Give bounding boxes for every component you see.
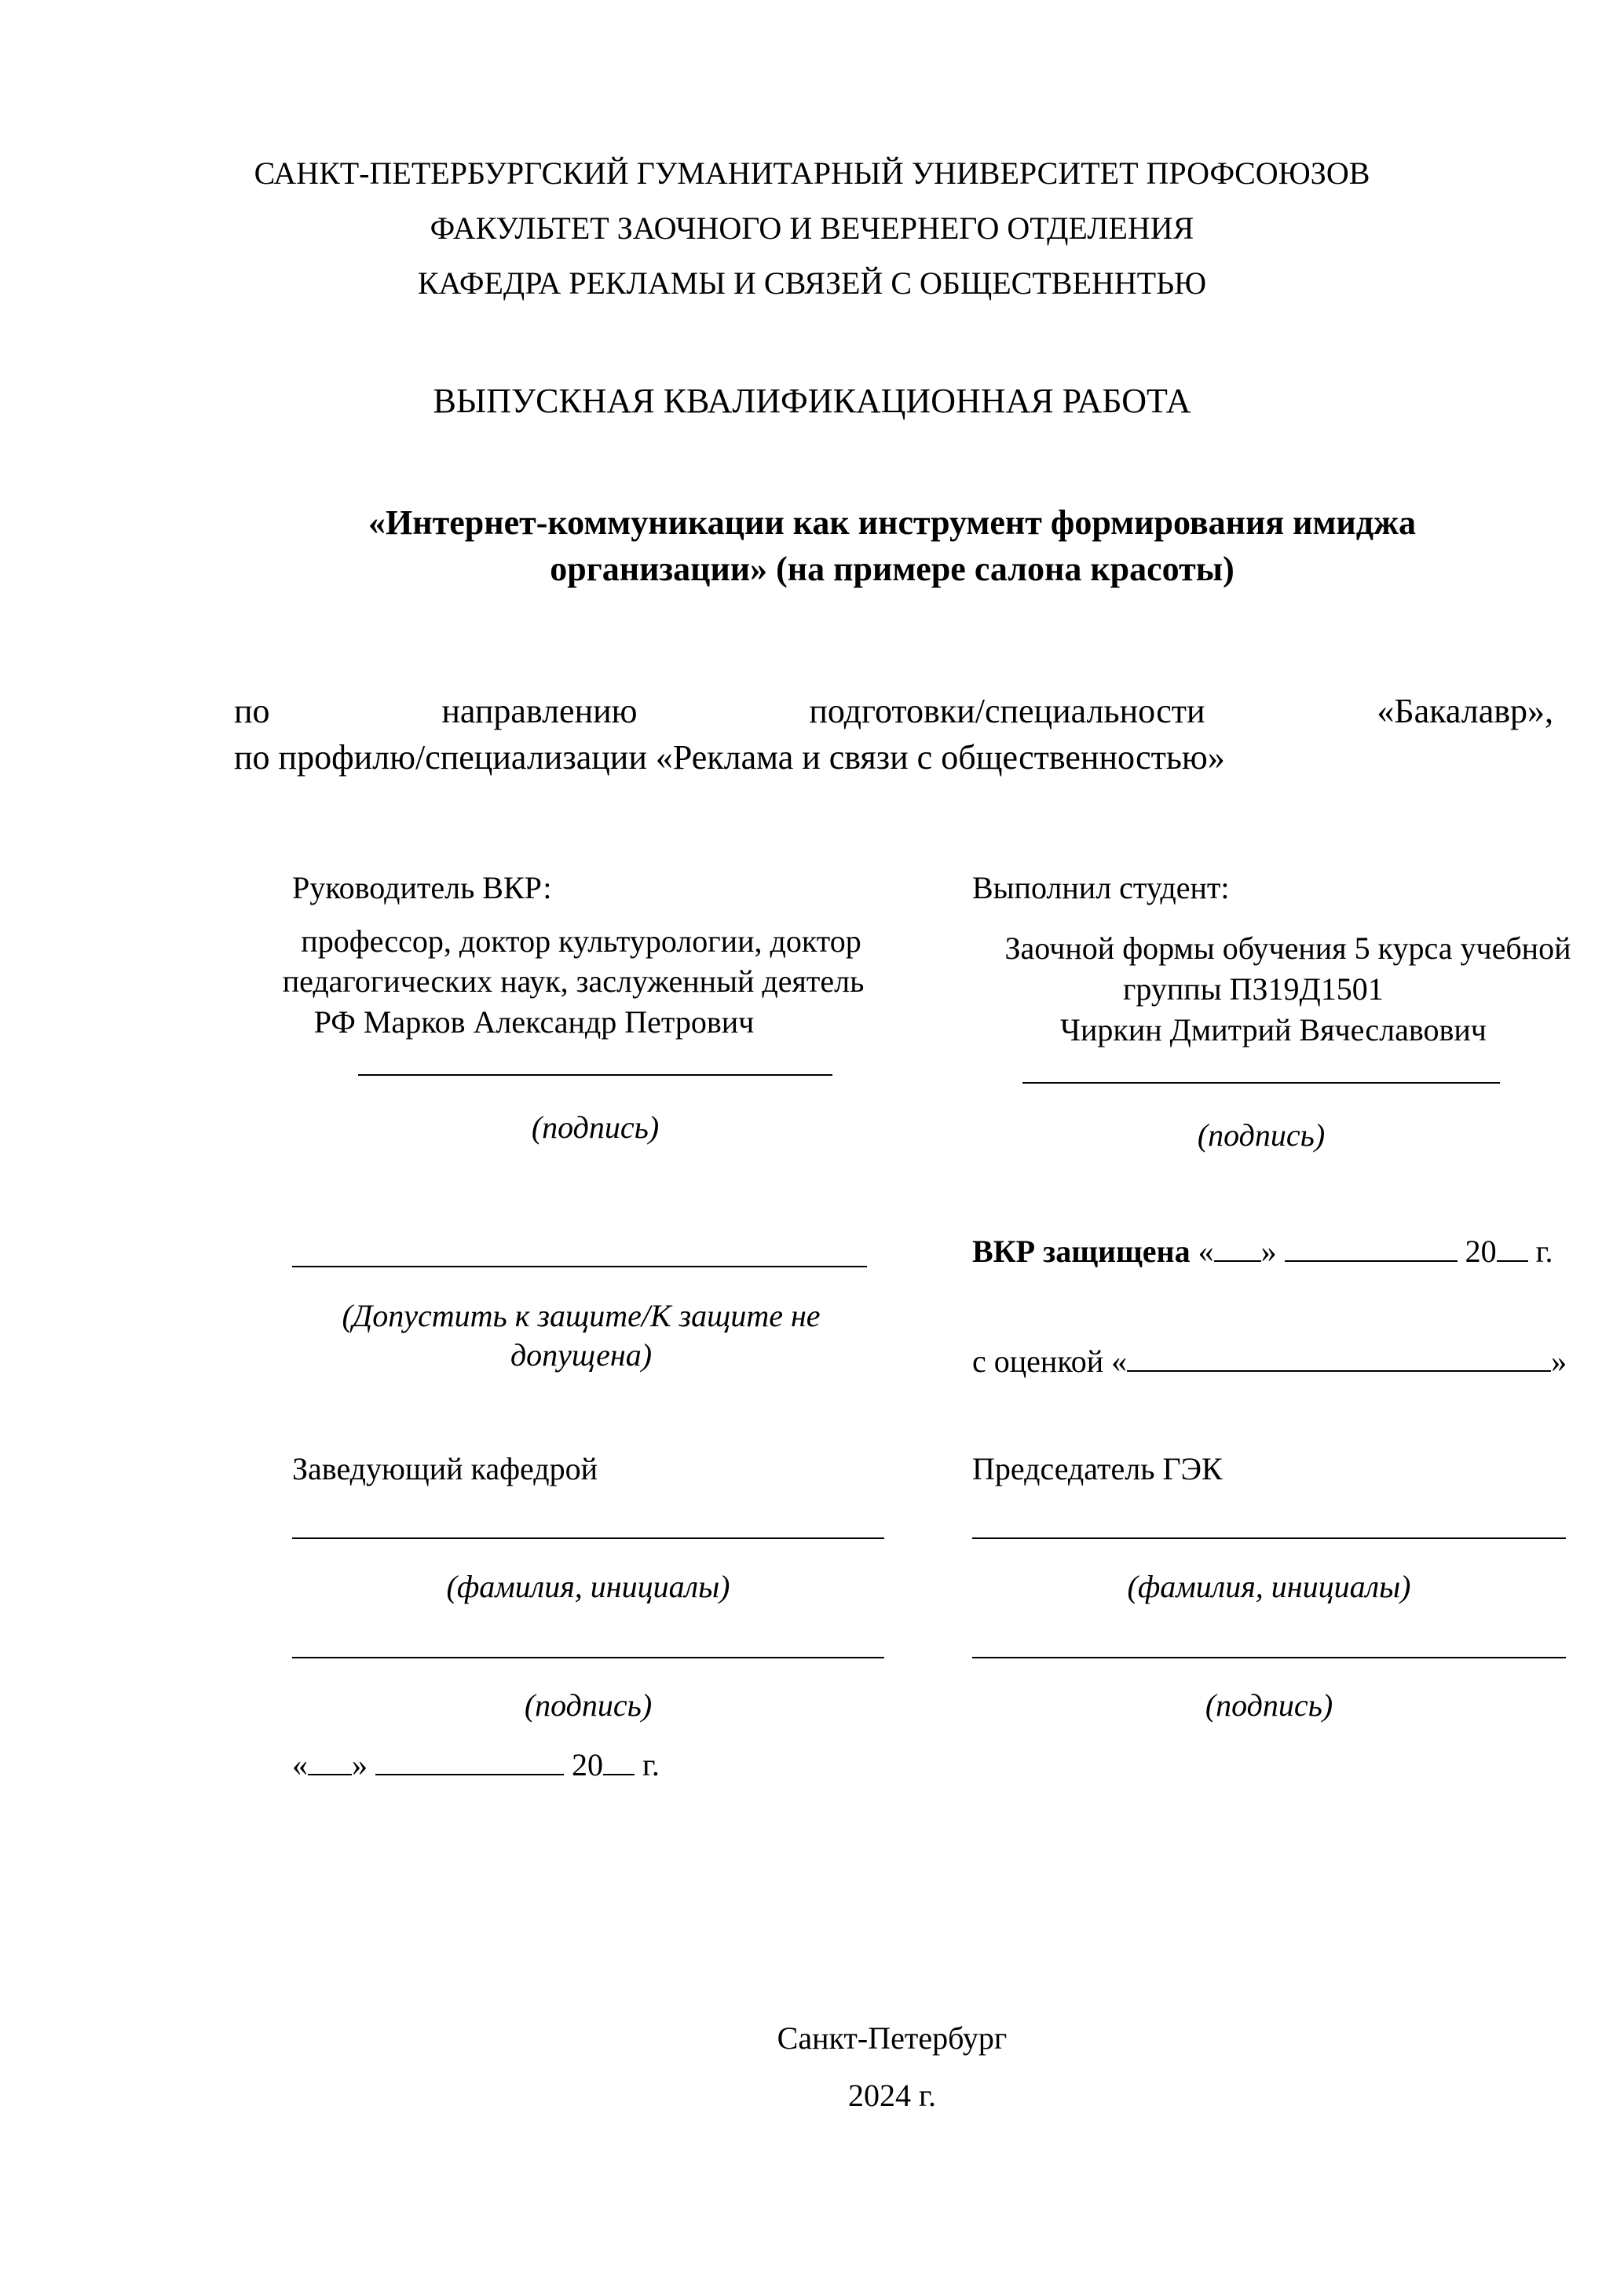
quote-open: « (292, 1747, 308, 1782)
thesis-title-line2: организации» (на примере салона красоты) (550, 550, 1234, 588)
year-suffix: г. (635, 1747, 660, 1782)
department-name: КАФЕДРА РЕКЛАМЫ И СВЯЗЕЙ С ОБЩЕСТВЕННТЬЮ (417, 265, 1207, 301)
grade-field[interactable] (1127, 1344, 1551, 1372)
gek-chair-label: Председатель ГЭК (972, 1451, 1223, 1486)
head-name-caption: (фамилия, инициалы) (446, 1569, 730, 1604)
head-name-line[interactable] (292, 1537, 884, 1539)
defense-month-field[interactable] (1285, 1234, 1458, 1262)
student-group: группы ПЗ19Д1501 (1123, 971, 1384, 1007)
defense-day-field[interactable] (1214, 1234, 1261, 1262)
direction-word: по (234, 692, 270, 730)
direction-word: направлению (441, 692, 638, 730)
student-signature-line[interactable] (1022, 1082, 1500, 1084)
direction-word: «Бакалавр», (1377, 692, 1553, 730)
year: 2024 г. (848, 2078, 936, 2113)
quote-open: « (1190, 1234, 1214, 1269)
head-date-year-field[interactable] (603, 1747, 635, 1775)
gek-signature-line[interactable] (972, 1657, 1566, 1658)
quote-close: » (1551, 1344, 1567, 1379)
head-date-day-field[interactable] (308, 1747, 352, 1775)
supervisor-name: РФ Марков Александр Петрович (313, 1004, 755, 1040)
grade-label: с оценкой « (972, 1344, 1128, 1379)
supervisor-title-line1: профессор, доктор культурологии, доктор (301, 923, 861, 959)
year-prefix: 20 (1457, 1234, 1497, 1269)
supervisor-title-line2: педагогических наук, заслуженный деятель (282, 963, 865, 999)
defense-year-field[interactable] (1497, 1234, 1528, 1262)
university-name: САНКТ-ПЕТЕРБУРГСКИЙ ГУМАНИТАРНЫЙ УНИВЕРСИТЕТ ПРОФСОЮЗОВ (254, 155, 1370, 191)
admission-caption-line1: (Допустить к защите/К защите не (342, 1298, 821, 1333)
thesis-title-line1: «Интернет-коммуникации как инструмент формирования имиджа (368, 503, 1416, 542)
student-info-line1: Заочной формы обучения 5 курса учебной (1004, 930, 1571, 966)
year-prefix: 20 (564, 1747, 603, 1782)
direction-line1 (234, 689, 1553, 733)
head-signature-caption: (подпись) (524, 1687, 653, 1723)
faculty-name: ФАКУЛЬТЕТ ЗАОЧНОГО И ВЕЧЕРНЕГО ОТДЕЛЕНИЯ (430, 210, 1194, 246)
supervisor-signature-caption: (подпись) (531, 1110, 660, 1145)
head-of-department-label: Заведующий кафедрой (292, 1451, 598, 1486)
grade-line (972, 1341, 1567, 1382)
gek-signature-caption: (подпись) (1205, 1687, 1333, 1723)
head-signature-line[interactable] (292, 1657, 884, 1658)
direction-word: подготовки/специальности (809, 692, 1205, 730)
gek-name-caption: (фамилия, инициалы) (1127, 1569, 1411, 1604)
student-signature-caption: (подпись) (1197, 1117, 1326, 1153)
quote-close: » (352, 1747, 375, 1782)
student-name: Чиркин Дмитрий Вячеславович (1060, 1012, 1487, 1047)
city: Санкт-Петербург (777, 2020, 1008, 2056)
gek-name-line[interactable] (972, 1537, 1566, 1539)
supervisor-signature-line[interactable] (358, 1074, 832, 1076)
head-date-month-field[interactable] (375, 1747, 564, 1775)
defense-label: ВКР защищена (972, 1234, 1191, 1269)
head-date-line (292, 1745, 660, 1786)
supervisor-label: Руководитель ВКР: (292, 870, 552, 905)
quote-close: » (1260, 1234, 1285, 1269)
student-label: Выполнил студент: (972, 870, 1230, 905)
document-type: ВЫПУСКНАЯ КВАЛИФИКАЦИОННАЯ РАБОТА (433, 382, 1191, 420)
admission-line[interactable] (292, 1266, 867, 1267)
admission-caption-line2: допущена) (510, 1337, 653, 1373)
defense-date-line (972, 1231, 1553, 1272)
direction-line2: по профилю/специализации «Реклама и связи с общественностью» (234, 738, 1225, 777)
year-suffix: г. (1527, 1234, 1553, 1269)
